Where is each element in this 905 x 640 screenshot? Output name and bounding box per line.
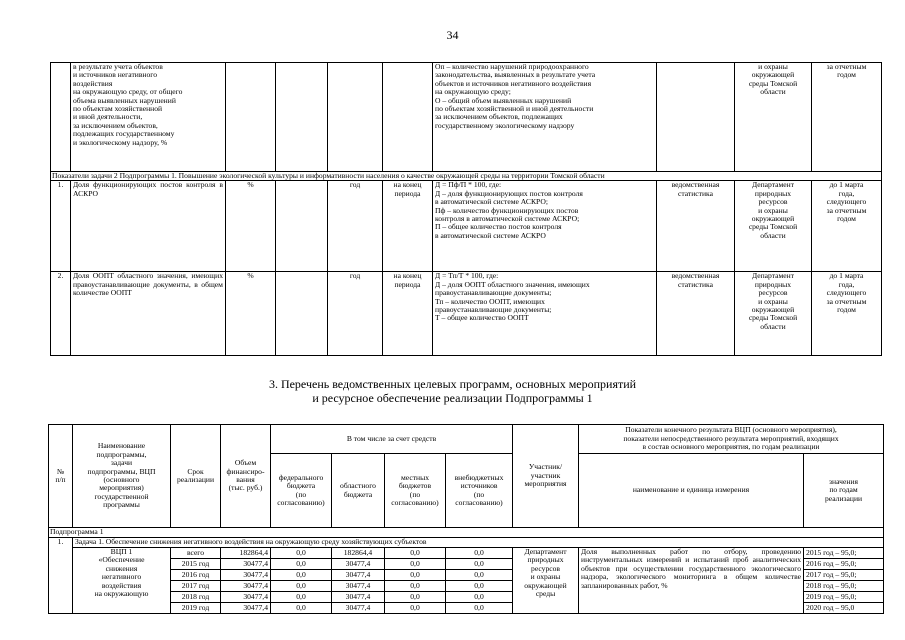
term-cell: 2016 год [171,570,221,581]
header-indicator-value: значения по годам реализации [804,454,884,528]
indicator-name-cell: Доля ООПТ областного значения, имеющих правоустанавливающие документы, в общем количестве ООПТ [71,272,226,356]
local-cell: 0,0 [385,559,446,570]
term-cell: 2019 год [171,603,221,614]
header-federal: федерального бюджета (по согласованию) [271,454,332,528]
header-name: Наименование подпрограммы, задачи подпрограммы, ВЦП (основного мероприятия) государственной программы [73,425,171,528]
task-label: Задача 1. Обеспечение снижения негативного воздействия на окружающую среду хозяйствующих субъектов [73,538,884,548]
header-extra: внебюджетных источников (по согласованию) [446,454,513,528]
section-title-line1: 3. Перечень ведомственных целевых программ, основных мероприятий [268,377,637,391]
header-indicators: Показатели конечного результата ВЦП (основного мероприятия), показатели непосредственного результата мероприятий, входящих в состав основного мероприятия, по годам реализации [579,425,884,454]
indicator-value-cell: 2016 год – 95,0; [804,559,884,570]
indicator-value-cell: 2017 год – 95,0; [804,570,884,581]
table-row [49,548,884,559]
indicator-name-cell: в результате учета объектов и источников негативного воздействия на окружающую среду, от общего объема выявленных нарушений по объектам хозяйственной и иной деятельности, за исключением объектов, подлежащих государственному и экологическому надзору, % [71,63,226,172]
header-local: местных бюджетов (по согласованию) [385,454,446,528]
indicator-value-cell: 2015 год – 95,0; [804,548,884,559]
section-title [0,377,905,405]
table-row [51,272,882,356]
local-cell: 0,0 [385,592,446,603]
date-type-cell: на конец периода [383,181,433,272]
local-cell: 0,0 [385,581,446,592]
date-type-cell: на конец периода [383,272,433,356]
section-header: Показатели задачи 2 Подпрограммы 1. Повышение экологической культуры и информативности населения о качестве окружающей среды на территории Томской области [51,172,882,181]
period-cell: год [328,272,383,356]
source-cell: ведомственная статистика [657,181,735,272]
section-header-row [51,172,882,181]
federal-cell: 0,0 [271,603,332,614]
formula-cell: Оп – количество нарушений природоохранного законодательства, выявленных в результате учета объектов и источников негативного воздействия на окружающую среду; О – общий объем выявленных нарушений по объектам хозяйственной и иной деятельности за исключением объектов, подлежащих государственному экологическому надзору [433,63,657,172]
extra-cell: 0,0 [446,581,513,592]
deadline-cell: до 1 марта года, следующего за отчетным годом [812,272,882,356]
indicator-value-cell: 2018 год – 95,0; [804,581,884,592]
header-regional: областного бюджета [332,454,385,528]
federal-cell: 0,0 [271,592,332,603]
federal-cell: 0,0 [271,559,332,570]
term-cell: 2015 год [171,559,221,570]
extra-cell: 0,0 [446,592,513,603]
header-row [49,425,884,454]
regional-cell: 30477,4 [332,581,385,592]
source-cell: ведомственная статистика [657,272,735,356]
local-cell: 0,0 [385,570,446,581]
regional-cell: 30477,4 [332,592,385,603]
header-num: № п/п [49,425,73,528]
regional-cell: 30477,4 [332,570,385,581]
volume-cell: 30477,4 [221,592,271,603]
deadline-cell: за отчетным годом [812,63,882,172]
page-number: 34 [446,28,459,42]
task-row [49,538,884,548]
volume-cell: 30477,4 [221,559,271,570]
federal-cell: 0,0 [271,548,332,559]
indicator-value-cell: 2019 год – 95,0; [804,592,884,603]
responsible-cell: Департамент природных ресурсов и охраны окружающей среды Томской области [735,181,812,272]
header-volume: Объем финансиро- вания (тыс. руб.) [221,425,271,528]
section-title-line2: и ресурсное обеспечение реализации Подпрограммы 1 [312,391,593,405]
responsible-cell: и охраны окружающей среды Томской области [735,63,812,172]
federal-cell: 0,0 [271,570,332,581]
volume-cell: 182864,4 [221,548,271,559]
unit-cell: % [226,272,276,356]
local-cell: 0,0 [385,548,446,559]
responsible-cell: Департамент природных ресурсов и охраны окружающей среды Томской области [735,272,812,356]
row-number: 1. [51,181,71,272]
table-row [51,63,882,172]
task-number: 1. [49,538,73,614]
programs-table [48,424,884,614]
header-indicator-name: наименование и единица измерения [579,454,804,528]
term-cell: 2017 год [171,581,221,592]
extra-cell: 0,0 [446,559,513,570]
volume-cell: 30477,4 [221,570,271,581]
term-cell: всего [171,548,221,559]
row-number: 2. [51,272,71,356]
header-participant: Участник/ участник мероприятия [513,425,579,528]
extra-cell: 0,0 [446,603,513,614]
volume-cell: 30477,4 [221,603,271,614]
extra-cell: 0,0 [446,548,513,559]
volume-cell: 30477,4 [221,581,271,592]
subprogram-row [49,528,884,538]
local-cell: 0,0 [385,603,446,614]
header-term: Срок реализации [171,425,221,528]
subprogram-label: Подпрограмма 1 [49,528,884,538]
regional-cell: 182864,4 [332,548,385,559]
regional-cell: 30477,4 [332,559,385,570]
federal-cell: 0,0 [271,581,332,592]
period-cell: год [328,181,383,272]
unit-cell: % [226,181,276,272]
formula-cell: Д = Пф/П * 100, где: Д – доля функционирующих постов контроля в автоматической системе АСКРО; Пф – количество функционирующих постов контроля в автоматической системе АСКРО; П – общее количество постов контроля в автоматической системе АСКРО [433,181,657,272]
indicator-value-cell: 2020 год – 95,0 [804,603,884,614]
regional-cell: 30477,4 [332,603,385,614]
indicator-name-cell: Доля выполненных работ по отбору, проведению инструментальных измерений и испытаний проб аналитических объектов при осуществлении государственного экологического надзора, экологического мониторинга в общем количестве запланированных работ, % [579,548,804,614]
vcp-name: ВЦП 1 «Обеспечение снижения негативного воздействия на окружающую [73,548,171,614]
indicator-name-cell: Доля функционирующих постов контроля в АСКРО [71,181,226,272]
extra-cell: 0,0 [446,570,513,581]
table-row [51,181,882,272]
deadline-cell: до 1 марта года, следующего за отчетным годом [812,181,882,272]
indicators-table [50,62,882,356]
header-including: В том числе за счет средств [271,425,513,454]
term-cell: 2018 год [171,592,221,603]
participant-cell: Департамент природных ресурсов и охраны окружающей среды [513,548,579,614]
formula-cell: Д = Тп/Т * 100, где: Д – доля ООПТ областного значения, имеющих правоустанавливающие документы; Тп – количество ООПТ, имеющих правоустанавливающие документы; Т – общее количество ООПТ [433,272,657,356]
